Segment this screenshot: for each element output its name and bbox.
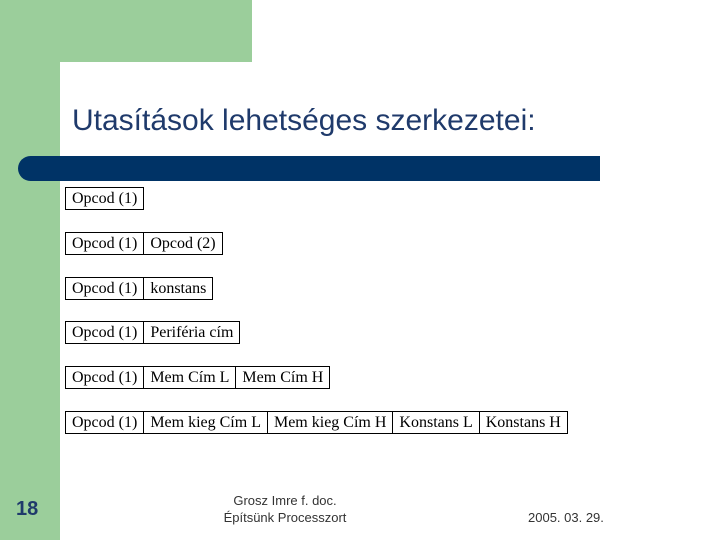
slide-title: Utasítások lehetséges szerkezetei:	[72, 104, 536, 137]
footer-author: Grosz Imre f. doc.	[233, 493, 337, 508]
format-cell: konstans	[143, 278, 212, 299]
title-underline-bar	[18, 156, 600, 181]
format-row-4	[65, 321, 240, 344]
format-cell: Opcod (1)	[72, 414, 138, 431]
format-row-6	[65, 411, 568, 434]
format-cell: Opcod (1)	[72, 190, 138, 207]
format-cell: Periféria cím	[143, 322, 239, 343]
format-cell: Mem kieg Cím L	[143, 412, 267, 433]
format-cell: Opcod (1)	[72, 280, 138, 297]
format-row-1	[65, 187, 144, 210]
footer-info	[180, 492, 390, 526]
format-row-5	[65, 366, 330, 389]
footer-date: 2005. 03. 29.	[528, 510, 604, 525]
format-cell: Mem kieg Cím H	[267, 412, 392, 433]
format-cell: Mem Cím L	[143, 367, 235, 388]
format-cell: Opcod (2)	[143, 233, 221, 254]
format-row-3	[65, 277, 213, 300]
format-cell: Opcod (1)	[72, 235, 138, 252]
left-accent-band	[0, 0, 60, 540]
slide-number: 18	[16, 498, 39, 520]
top-accent-band	[0, 0, 252, 62]
format-row-2	[65, 232, 223, 255]
format-cell: Konstans L	[392, 412, 478, 433]
format-cell: Konstans H	[479, 412, 567, 433]
footer-course: Építsünk Processzort	[223, 510, 347, 525]
format-cell: Mem Cím H	[235, 367, 329, 388]
format-cell: Opcod (1)	[72, 369, 138, 386]
format-cell: Opcod (1)	[72, 324, 138, 341]
